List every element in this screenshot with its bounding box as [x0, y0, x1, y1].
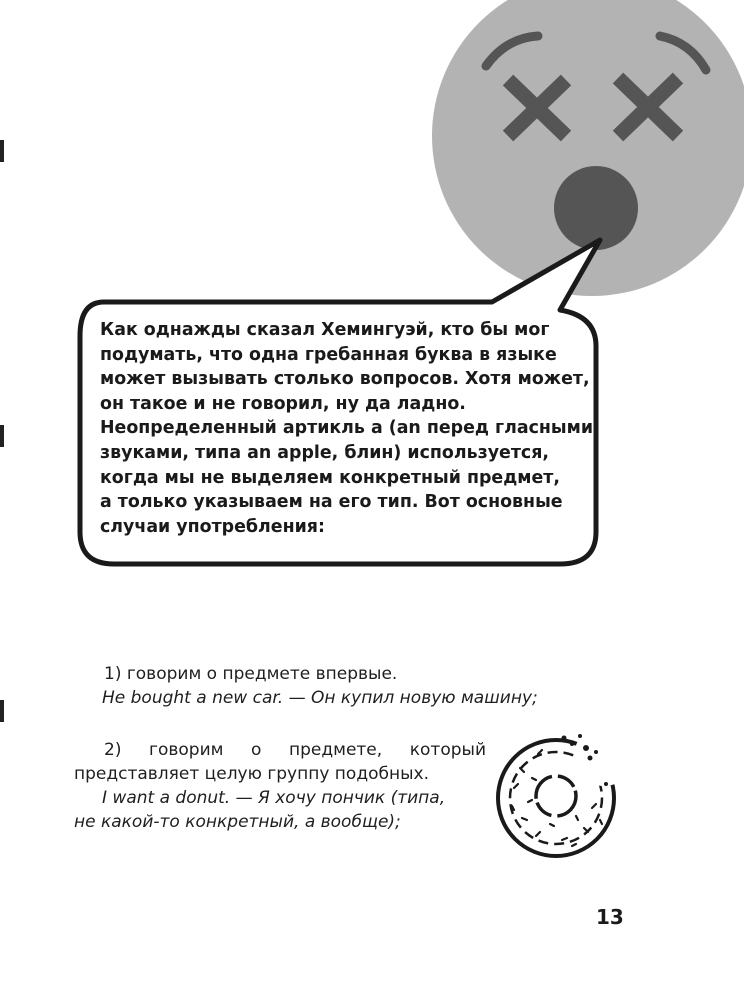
case-example: не какой-то конкретный, а вообще); — [74, 812, 401, 832]
case-rule: 2) говорим о предмете, который представляет целую группу подобных. — [74, 740, 486, 784]
bitten-donut-icon — [492, 728, 626, 862]
usage-case-2 — [74, 738, 486, 834]
case-example: He bought a new car. — Он купил новую машину; — [102, 688, 538, 708]
bubble-line: Как однажды сказал Хемингуэй, кто бы мог — [100, 320, 550, 340]
bubble-line: случаи употребления: — [100, 516, 325, 537]
case-example: I want a donut. — Я хочу пончик (типа, — [102, 788, 446, 808]
page-number: 13 — [596, 905, 624, 929]
bubble-line: а только указываем на его тип. Вот основные — [100, 492, 563, 513]
edge-mark — [0, 140, 4, 162]
speech-bubble-text — [100, 318, 594, 539]
bubble-line: подумать, что одна гребанная буква в языке — [100, 344, 557, 365]
bubble-line: может вызывать столько вопросов. Хотя может, — [100, 369, 590, 390]
bubble-line: Неопределенный артикль a (an перед гласными — [100, 418, 594, 439]
edge-mark — [0, 700, 4, 722]
usage-case-1 — [104, 662, 584, 710]
bubble-line: когда мы не выделяем конкретный предмет, — [100, 467, 560, 488]
bubble-line: звуками, типа an apple, блин) используется, — [100, 442, 550, 463]
bubble-line: он такое и не говорил, ну да ладно. — [100, 393, 466, 414]
case-rule: 1) говорим о предмете впервые. — [104, 664, 398, 684]
edge-mark — [0, 425, 4, 447]
